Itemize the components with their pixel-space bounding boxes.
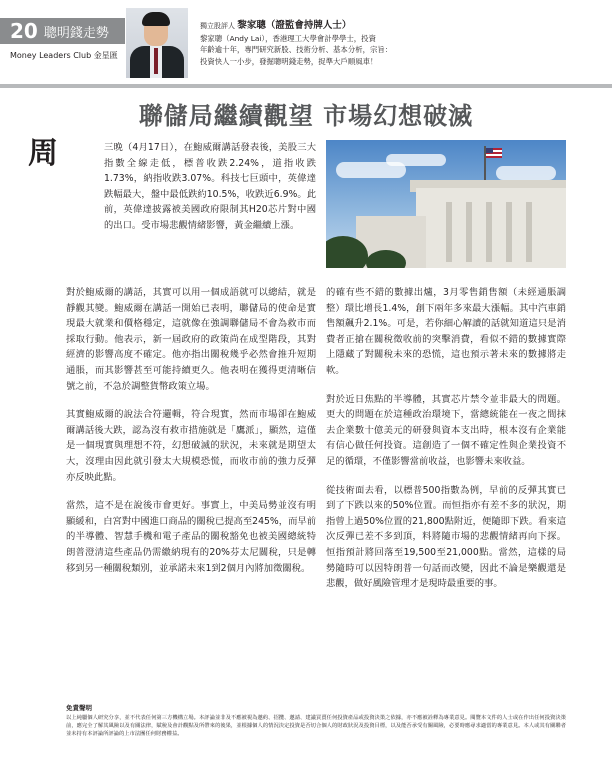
disclaimer-title: 免責聲明 bbox=[66, 704, 92, 712]
author-photo bbox=[126, 8, 188, 78]
author-name: 黎家聰（證監會持牌人士） bbox=[237, 20, 352, 31]
article-paragraph: 其實鮑威爾的說法合符邏輯，符合現實，然而市場卻在鮑威爾講話後大跌，認為沒有救市措施就是「鷹派」，顯然，這僅是一個現實與理想不符，幻想破滅的狀況，未來就是期望太大，沒理由因此就引發太大規模恐慌，而收市前的強力反彈亦反映此點。 bbox=[66, 409, 316, 483]
column-tab bbox=[0, 18, 125, 44]
drop-cap: 周 bbox=[28, 136, 58, 171]
page-header bbox=[0, 0, 612, 90]
lead-text: 三晚（4月17日），在鮑威爾講話發表後，美股三大指數全線走低，標普收跌2.24%，道指收跌1.73%，納指收跌3.07%。科技七巨頭中，英偉達跌幅最大，盤中最低跌約10.5%，收跌近6.9%。此前，英偉達披露被美國政府限制其H20芯片對中國的出口。受市場悲觀情緒影響，黃金繼續上漲。 bbox=[104, 142, 316, 231]
article-title: 聯儲局繼續觀望 市場幻想破滅 bbox=[138, 102, 474, 130]
article-right-column bbox=[326, 285, 566, 605]
article-left-column bbox=[66, 285, 316, 589]
author-bio-line: 黎家聰（Andy Lai），香港理工大學會計學學士，投資 bbox=[200, 33, 376, 43]
author-bio-line: 年齡逾十年，專門研究新股、技術分析、基本分析，宗旨： bbox=[200, 45, 393, 54]
federal-reserve-building-image bbox=[326, 140, 566, 268]
club-name: Money Leaders Club 金星匯 bbox=[10, 51, 118, 60]
column-name: 聰明錢走勢 bbox=[43, 25, 109, 41]
article-paragraph: 當然，這不是在說後市會更好。事實上，中美局勢並沒有明顯緩和，白宮對中國進口商品的關稅已提高至245%，而早前的半導體、智慧手機和電子產品的關稅豁免也被美國總統特朗普澄清這些產品仍需繳納現有的20%芬太尼關稅，只是轉移到另一種關稅類別，並承諾未來1到2個月內將加徵關稅。 bbox=[66, 500, 316, 574]
author-bio-line: 投資快人一小步，發掘聰明錢走勢，捉準大戶順風車！ bbox=[200, 56, 378, 66]
article-paragraph: 的確有些不錯的數據出爐，3月零售銷售額（未經通脹調整）環比增長1.4%，創下兩年多來最大漲幅。其中汽車銷售額飆升2.1%。可是，若你細心解讀的話就知道這只是消費者正搶在關稅徵收前的突擊消費，看似不錯的數據實際上隱藏了對關稅未來的恐慌，這也預示著未來的數據將走軟。 bbox=[326, 287, 566, 376]
article-paragraph: 對於近日焦點的半導體，其實芯片禁令並非最大的問題。更大的問題在於這種政治環境下，當總統能在一夜之間抹去企業數十億美元的研發與資本支出時，根本沒有企業能有信心做任何投資。這創造了一個不確定性與企業投資不足的循環，不僅影響當前收益，也影響未來收益。 bbox=[326, 393, 566, 467]
article-paragraph: 從技術面去看，以標普500指數為例，早前的反彈其實已到了下跌以來的50%位置。而恒指亦有差不多的狀況，期指曾上過50%位置的21,800點附近，便隨即下跌。看來這次反彈已差不多到頂，料將隨市場的悲觀情緒再向下探。恒指預計將回落至19,500至21,000點。當然，這樣的局勢隨時可以因特朗普一句話而改變，因此不論是樂觀還是悲觀，做好風險管理才是現時最重要的事。 bbox=[326, 484, 566, 590]
article-paragraph: 對於鮑威爾的講話，其實可以用一個成語就可以總結，就是靜觀其變。鮑威爾在講話一開始已表明，聯儲局的使命是實現最大就業和價格穩定，這就像在強調聯儲局不會為救市而採取行動。他表示，新一屆政府的政策尚在成型階段，其對經濟的影響高度不確定。他亦指出關稅幾乎必然會推升短期通脹，而其影響甚至可能持續更久。他表明在獲得更清晰信號之前，不急於調整貨幣政策立場。 bbox=[66, 287, 316, 392]
author-info bbox=[200, 20, 600, 67]
header-divider bbox=[0, 84, 612, 88]
disclaimer bbox=[66, 704, 566, 738]
page-number: 20 bbox=[10, 19, 38, 43]
author-label: 獨立股評人 bbox=[200, 22, 235, 30]
lead-paragraph bbox=[28, 136, 316, 234]
disclaimer-text: 以上純屬個人研究分享，並不代表任何第三方機構立場。本評論並非及不應被視為邀約、招攬、邀請、建議買賣任何投資產品或投資決策之依據，亦不應被詮釋為專業意見。閱覽本文件的人士或在作出任何投資決策前，應完全了解其風險以及有關法律，賦稅及會計觀點及所帶來的後果，並根據個人的情況決定投資是否切合個人的財政狀況及投資目標，以及能否承受有關風險，必要時應尋求適當的專業意見。本人或其有關聯者並未持有本評論所評論的上市法團任何財務權益。 bbox=[66, 715, 566, 737]
